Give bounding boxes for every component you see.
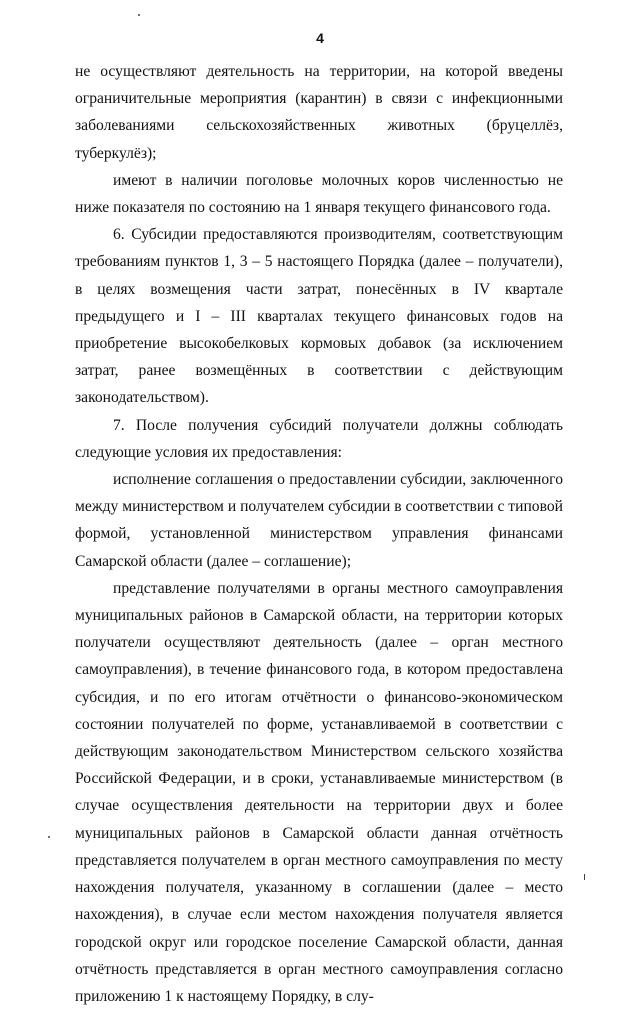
- paragraph-agreement-condition: исполнение соглашения о предоставлении субсидии, заключенного между министерством и получателем субсидии в соответствии с типовой формой, установленной министерством управления финансами Самарской области (далее – соглашение);: [75, 471, 563, 570]
- paragraph-reporting-condition: представление получателями в органы местного самоуправления муниципальных районов в Самарской области, на территории которых получатели осуществляют деятельность (далее – орган местного самоуправления), в течение финансового года, в котором предоставлена субсидия, и по его итогам отчётности о финансово-экономическом состоянии получателей по форме, устанавливаемой в соответствии с действующим законодательством Министерством сельского хозяйства Российской Федерации, и в сроки, устанавливаемые министерством (в случае осуществления деятельности на территории двух и более муниципальных районов в Самарской области данная отчётность представляется получателем в орган местного самоуправления по месту нахождения получателя, указанному в соглашении (далее – место нахождения), в случае если местом нахождения получателя является городской округ или городское поселение Самарской области, данная отчётность представляется в орган местного самоуправления согласно приложению 1 к настоящему Порядку, в слу-: [75, 579, 563, 1005]
- scan-speck: [48, 836, 50, 838]
- paragraph-livestock-count: имеют в наличии поголовье молочных коров численностью не ниже показателя по состоянию на 1 января текущего финансового года.: [75, 171, 563, 217]
- scan-speck: [138, 14, 140, 16]
- paragraph-clause-6: 6. Субсидии предоставляются производителям, соответствующим требованиям пунктов 1, 3 – 5 настоящего Порядка (далее – получатели), в целях возмещения части затрат, понесённых в IV квартале предыдущего и I – III кварталах текущего финансовых годов на приобретение высокобелковых кормовых добавок (за исключением затрат, ранее возмещённых в соответствии с действующим законодательством).: [75, 226, 563, 407]
- page-number: 4: [316, 30, 324, 46]
- scan-speck: [584, 874, 585, 880]
- body-text: [75, 58, 563, 1010]
- paragraph-clause-7: 7. После получения субсидий получатели должны соблюдать следующие условия их предоставления:: [75, 416, 563, 461]
- paragraph-continuation-1: не осуществляют деятельность на территории, на которой введены ограничительные мероприятия (карантин) в связи с инфекционными заболеваниями сельскохозяйственных животных (бруцеллёз, туберкулёз);: [75, 63, 563, 162]
